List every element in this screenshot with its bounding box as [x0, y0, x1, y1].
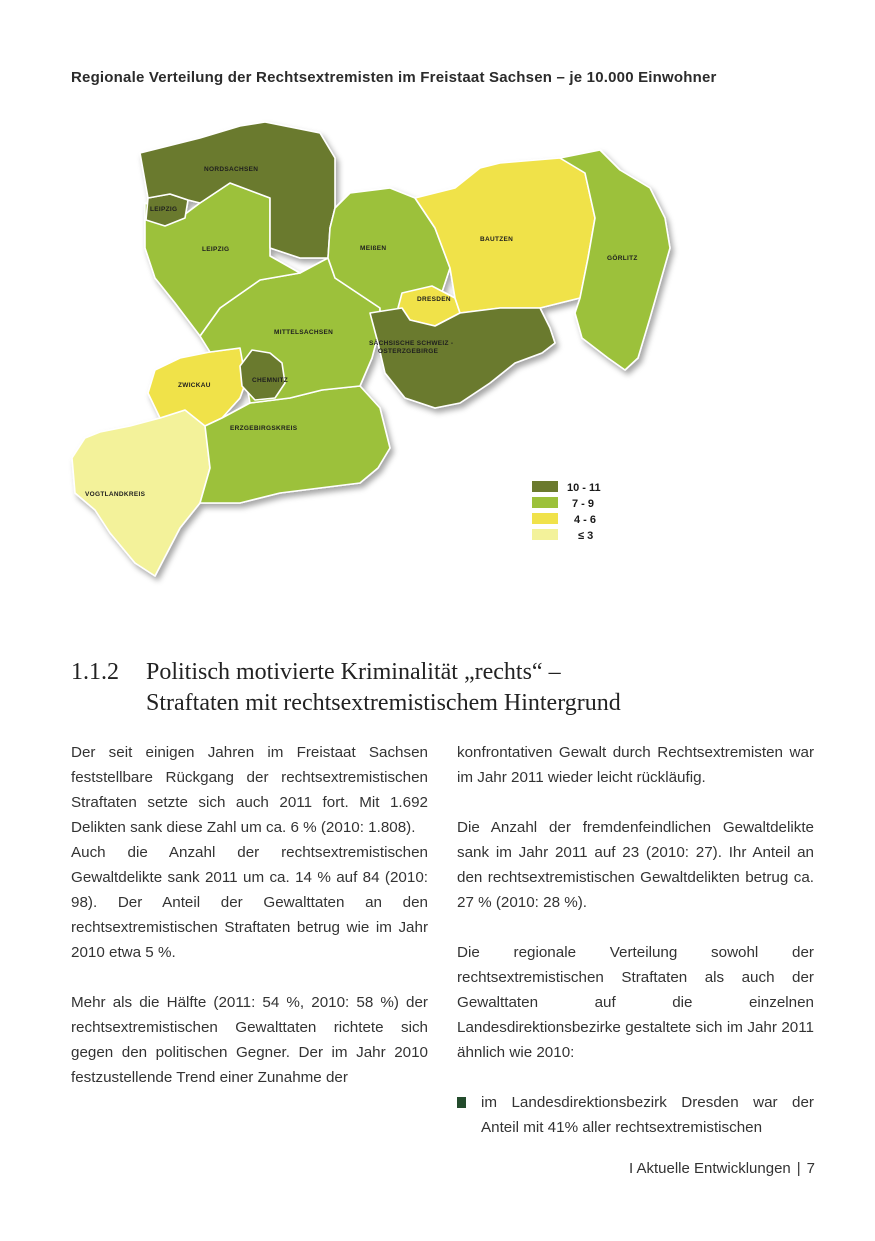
right-paragraph-3: Die regionale Verteilung sowohl der rechtsextremistischen Straftaten als auch der Gewalttaten auf die einzelnen Landesdirektionsbezirke gestaltete sich im Jahr 2011 ähnlich wie 2010: [457, 944, 814, 1061]
label-vogtlandkreis: VOGTLANDKREIS [85, 491, 146, 498]
label-chemnitz: CHEMNITZ [252, 377, 288, 384]
legend-swatch-7-9 [532, 497, 558, 508]
page-footer [629, 1160, 815, 1177]
region-saechsische-schweiz-osterzgebirge [370, 308, 555, 408]
left-paragraph-1: Der seit einigen Jahren im Freistaat Sachsen feststellbare Rückgang der rechtsextremistischen Straftaten setzte sich auch 2011 fort. Mit 1.692 Delikten sank diese Zahl um ca. 6 % (2010: 1.808). [71, 744, 428, 836]
label-zwickau: ZWICKAU [178, 382, 211, 389]
section-number: 1.1.2 [71, 659, 119, 685]
left-paragraph-2: Auch die Anzahl der rechtsextremistischen Gewaltdelikte sank 2011 um ca. 14 % auf 84 (2010: 98). Der Anteil der Gewalttaten an den rechtsextremistischen Straftaten betrug wie im Jahr 2010 etwa 5 %. [71, 844, 428, 961]
legend-swatch-10-11 [532, 481, 558, 492]
footer-section: I Aktuelle Entwicklungen [628, 1160, 791, 1177]
map-legend [532, 481, 601, 542]
legend-label-4-6: 4 - 6 [574, 514, 597, 526]
bullet-item [457, 1090, 814, 1140]
label-nordsachsen: NORDSACHSEN [204, 166, 259, 173]
label-mittelsachsen: MITTELSACHSEN [274, 329, 334, 336]
legend-label-7-9: 7 - 9 [572, 498, 595, 510]
label-saechsische-schweiz: SÄCHSISCHE SCHWEIZ - [369, 340, 454, 347]
label-dresden: DRESDEN [417, 296, 451, 303]
left-column [71, 740, 428, 1090]
map-title: Regionale Verteilung der Rechtsextremisten im Freistaat Sachsen – je 10.000 Einwohner [71, 69, 717, 86]
saxony-map [60, 108, 760, 598]
label-goerlitz: GÖRLITZ [607, 255, 638, 262]
saxony-map-svg [60, 108, 760, 598]
right-paragraph-1: konfrontativen Gewalt durch Rechtsextremisten war im Jahr 2011 wieder leicht rückläufig. [457, 744, 814, 786]
bullet-text: im Landesdirektionsbezirk Dresden war der Anteil mit 41% aller rechtsextremistischen [481, 1094, 814, 1136]
legend-swatch-4-6 [532, 513, 558, 524]
right-paragraph-2: Die Anzahl der fremdenfeindlichen Gewaltdelikte sank im Jahr 2011 auf 23 (2010: 27). Ihr Anteil an den rechtsextremistischen Gewaltdelikten betrug ca. 27 % (2010: 28 %). [457, 819, 814, 911]
label-erzgebirgskreis: ERZGEBIRGSKREIS [230, 425, 298, 432]
left-paragraph-3: Mehr als die Hälfte (2011: 54 %, 2010: 58 %) der rechtsextremistischen Gewalttaten richtete sich gegen den politischen Gegner. Der im Jahr 2010 festzustellende Trend einer Zunahme der [71, 994, 428, 1086]
label-osterzgebirge: OSTERZGEBIRGE [378, 348, 439, 355]
legend-swatch-le-3 [532, 529, 558, 540]
label-meissen: MEIßEN [360, 245, 387, 252]
label-leipzig-land: LEIPZIG [202, 246, 230, 253]
label-bautzen: BAUTZEN [480, 236, 514, 243]
right-column [457, 740, 814, 1140]
page-number: 7 [806, 1160, 815, 1177]
section-title-line1: Politisch motivierte Kriminalität „rechts“ – [146, 659, 561, 685]
legend-label-le-3: ≤ 3 [578, 530, 594, 542]
section-title-line2: Straftaten mit rechtsextremistischem Hintergrund [146, 690, 621, 716]
legend-label-10-11: 10 - 11 [567, 482, 601, 494]
bullet-square-icon [457, 1097, 466, 1108]
label-leipzig-stadt: LEIPZIG [150, 206, 178, 213]
footer-separator: | [796, 1160, 801, 1177]
